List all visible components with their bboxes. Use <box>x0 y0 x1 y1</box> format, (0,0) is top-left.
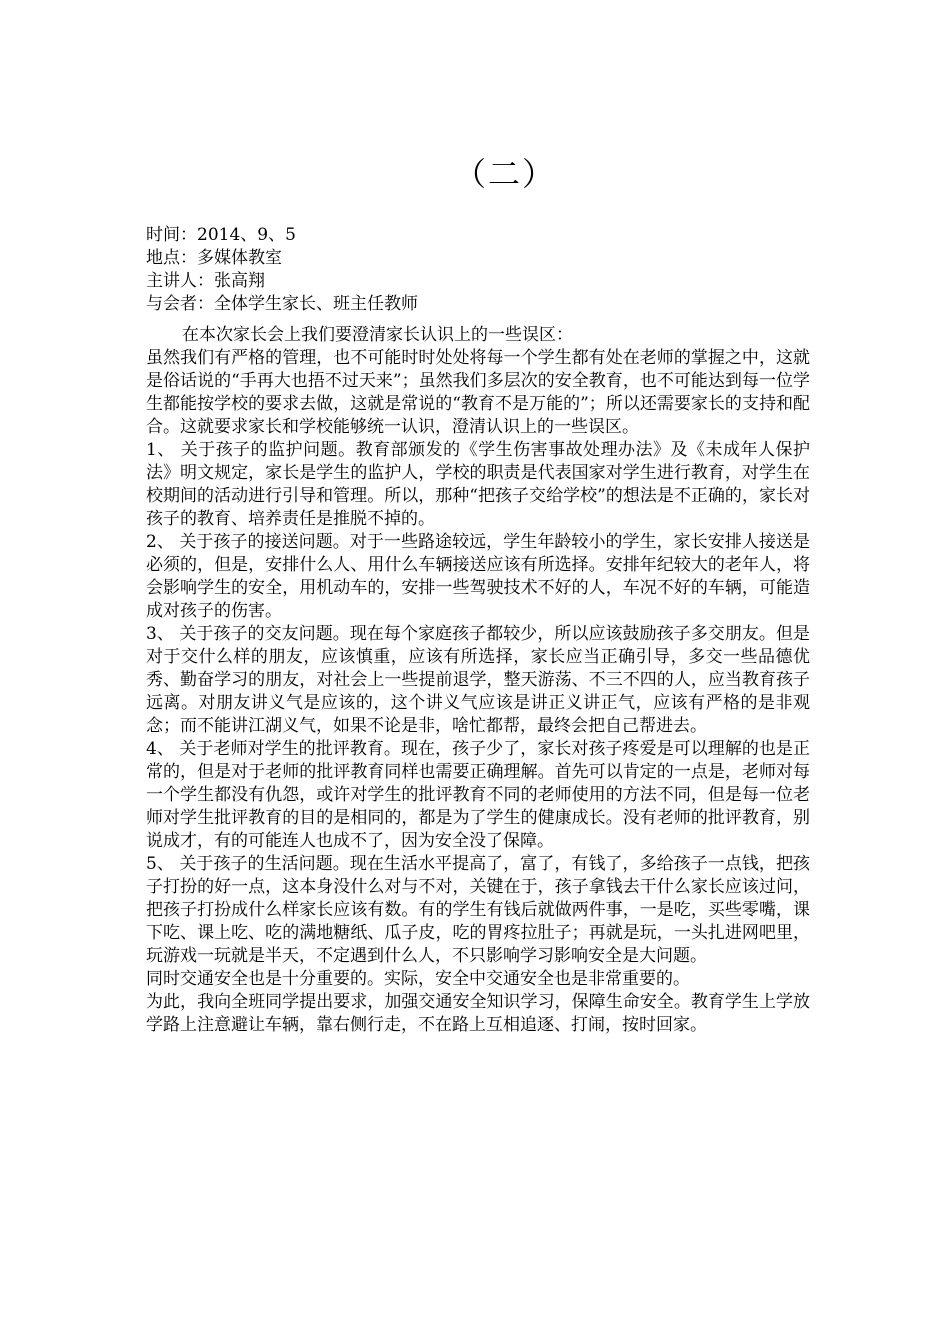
meeting-info <box>146 224 826 316</box>
closing-paragraph: 为此，我向全班同学提出要求，加强交通安全知识学习，保障生命安全。教育学生上学放学路上注意避让车辆，靠右侧行走，不在路上互相追逐、打闹，按时回家。 <box>146 992 810 1035</box>
meeting-place: 地点：多媒体教室 <box>146 248 282 268</box>
traffic-safety-paragraph: 同时交通安全也是十分重要的。实际，安全中交通安全也是非常重要的。 <box>146 969 690 989</box>
meeting-speaker: 主讲人：张高翔 <box>146 271 265 291</box>
item-3-paragraph: 3、 关于孩子的交友问题。现在每个家庭孩子都较少，所以应该鼓励孩子多交朋友。但是对于交什么样的朋友，应该慎重，应该有所选择，家长应当正确引导，多交一些品德优秀、勤奋学习的朋友，对社会上一些提前退学，整天游荡、不三不四的人，应当教育孩子远离。对朋友讲义气是应该的，这个讲义气应该是讲正义讲正气，应该有严格的是非观念；而不能讲江湖义气，如果不论是非，啥忙都帮，最终会把自己帮进去。 <box>146 624 810 736</box>
document-title: （二） <box>453 155 556 193</box>
meeting-time: 时间：2014、9、5 <box>146 225 296 245</box>
item-5-paragraph: 5、 关于孩子的生活问题。现在生活水平提高了，富了，有钱了，多给孩子一点钱，把孩子打扮的好一点，这本身没什么对与不对，关键在于，孩子拿钱去干什么家长应该过问，把孩子打扮成什么样家长应该有数。有的学生有钱后就做两件事，一是吃，买些零嘴，课下吃、课上吃、吃的满地糖纸、瓜子皮，吃的胃疼拉肚子；再就是玩，一头扎进网吧里，玩游戏一玩就是半天，不定遇到什么人，不只影响学习影响安全是大问题。 <box>146 854 810 966</box>
item-2-paragraph: 2、 关于孩子的接送问题。对于一些路途较远，学生年龄较小的学生，家长安排人接送是必须的，但是，安排什么人、用什么车辆接送应该有所选择。安排年纪较大的老年人，将会影响学生的安全，用机动车的，安排一些驾驶技术不好的人，车况不好的车辆，可能造成对孩子的伤害。 <box>146 532 810 621</box>
overview-paragraph: 虽然我们有严格的管理，也不可能时时处处将每一个学生都有处在老师的掌握之中，这就是俗话说的“手再大也捂不过天来”；虽然我们多层次的安全教育，也不可能达到每一位学生都能按学校的要求去做，这就是常说的“教育不是万能的”；所以还需要家长的支持和配合。这就要求家长和学校能够统一认识，澄清认识上的一些误区。 <box>146 348 810 437</box>
item-4-paragraph: 4、 关于老师对学生的批评教育。现在，孩子少了，家长对孩子疼爱是可以理解的也是正常的，但是对于老师的批评教育同样也需要正确理解。首先可以肯定的一点是，老师对每一个学生都没有仇怨，或许对学生的批评教育不同的老师使用的方法不同，但是每一位老师对学生批评教育的目的是相同的，都是为了学生的健康成长。没有老师的批评教育，别说成才，有的可能连人也成不了，因为安全没了保障。 <box>146 739 810 851</box>
meeting-attendees: 与会者：全体学生家长、班主任教师 <box>146 294 418 314</box>
item-1-paragraph: 1、 关于孩子的监护问题。教育部颁发的《学生伤害事故处理办法》及《未成年人保护法》明文规定，家长是学生的监护人，学校的职责是代表国家对学生进行教育，对学生在校期间的活动进行引导和管理。所以，那种“把孩子交给学校”的想法是不正确的，家长对孩子的教育、培养责任是推脱不掉的。 <box>146 440 810 529</box>
intro-paragraph: 在本次家长会上我们要澄清家长认识上的一些误区： <box>182 325 573 345</box>
document-body <box>146 324 810 1037</box>
